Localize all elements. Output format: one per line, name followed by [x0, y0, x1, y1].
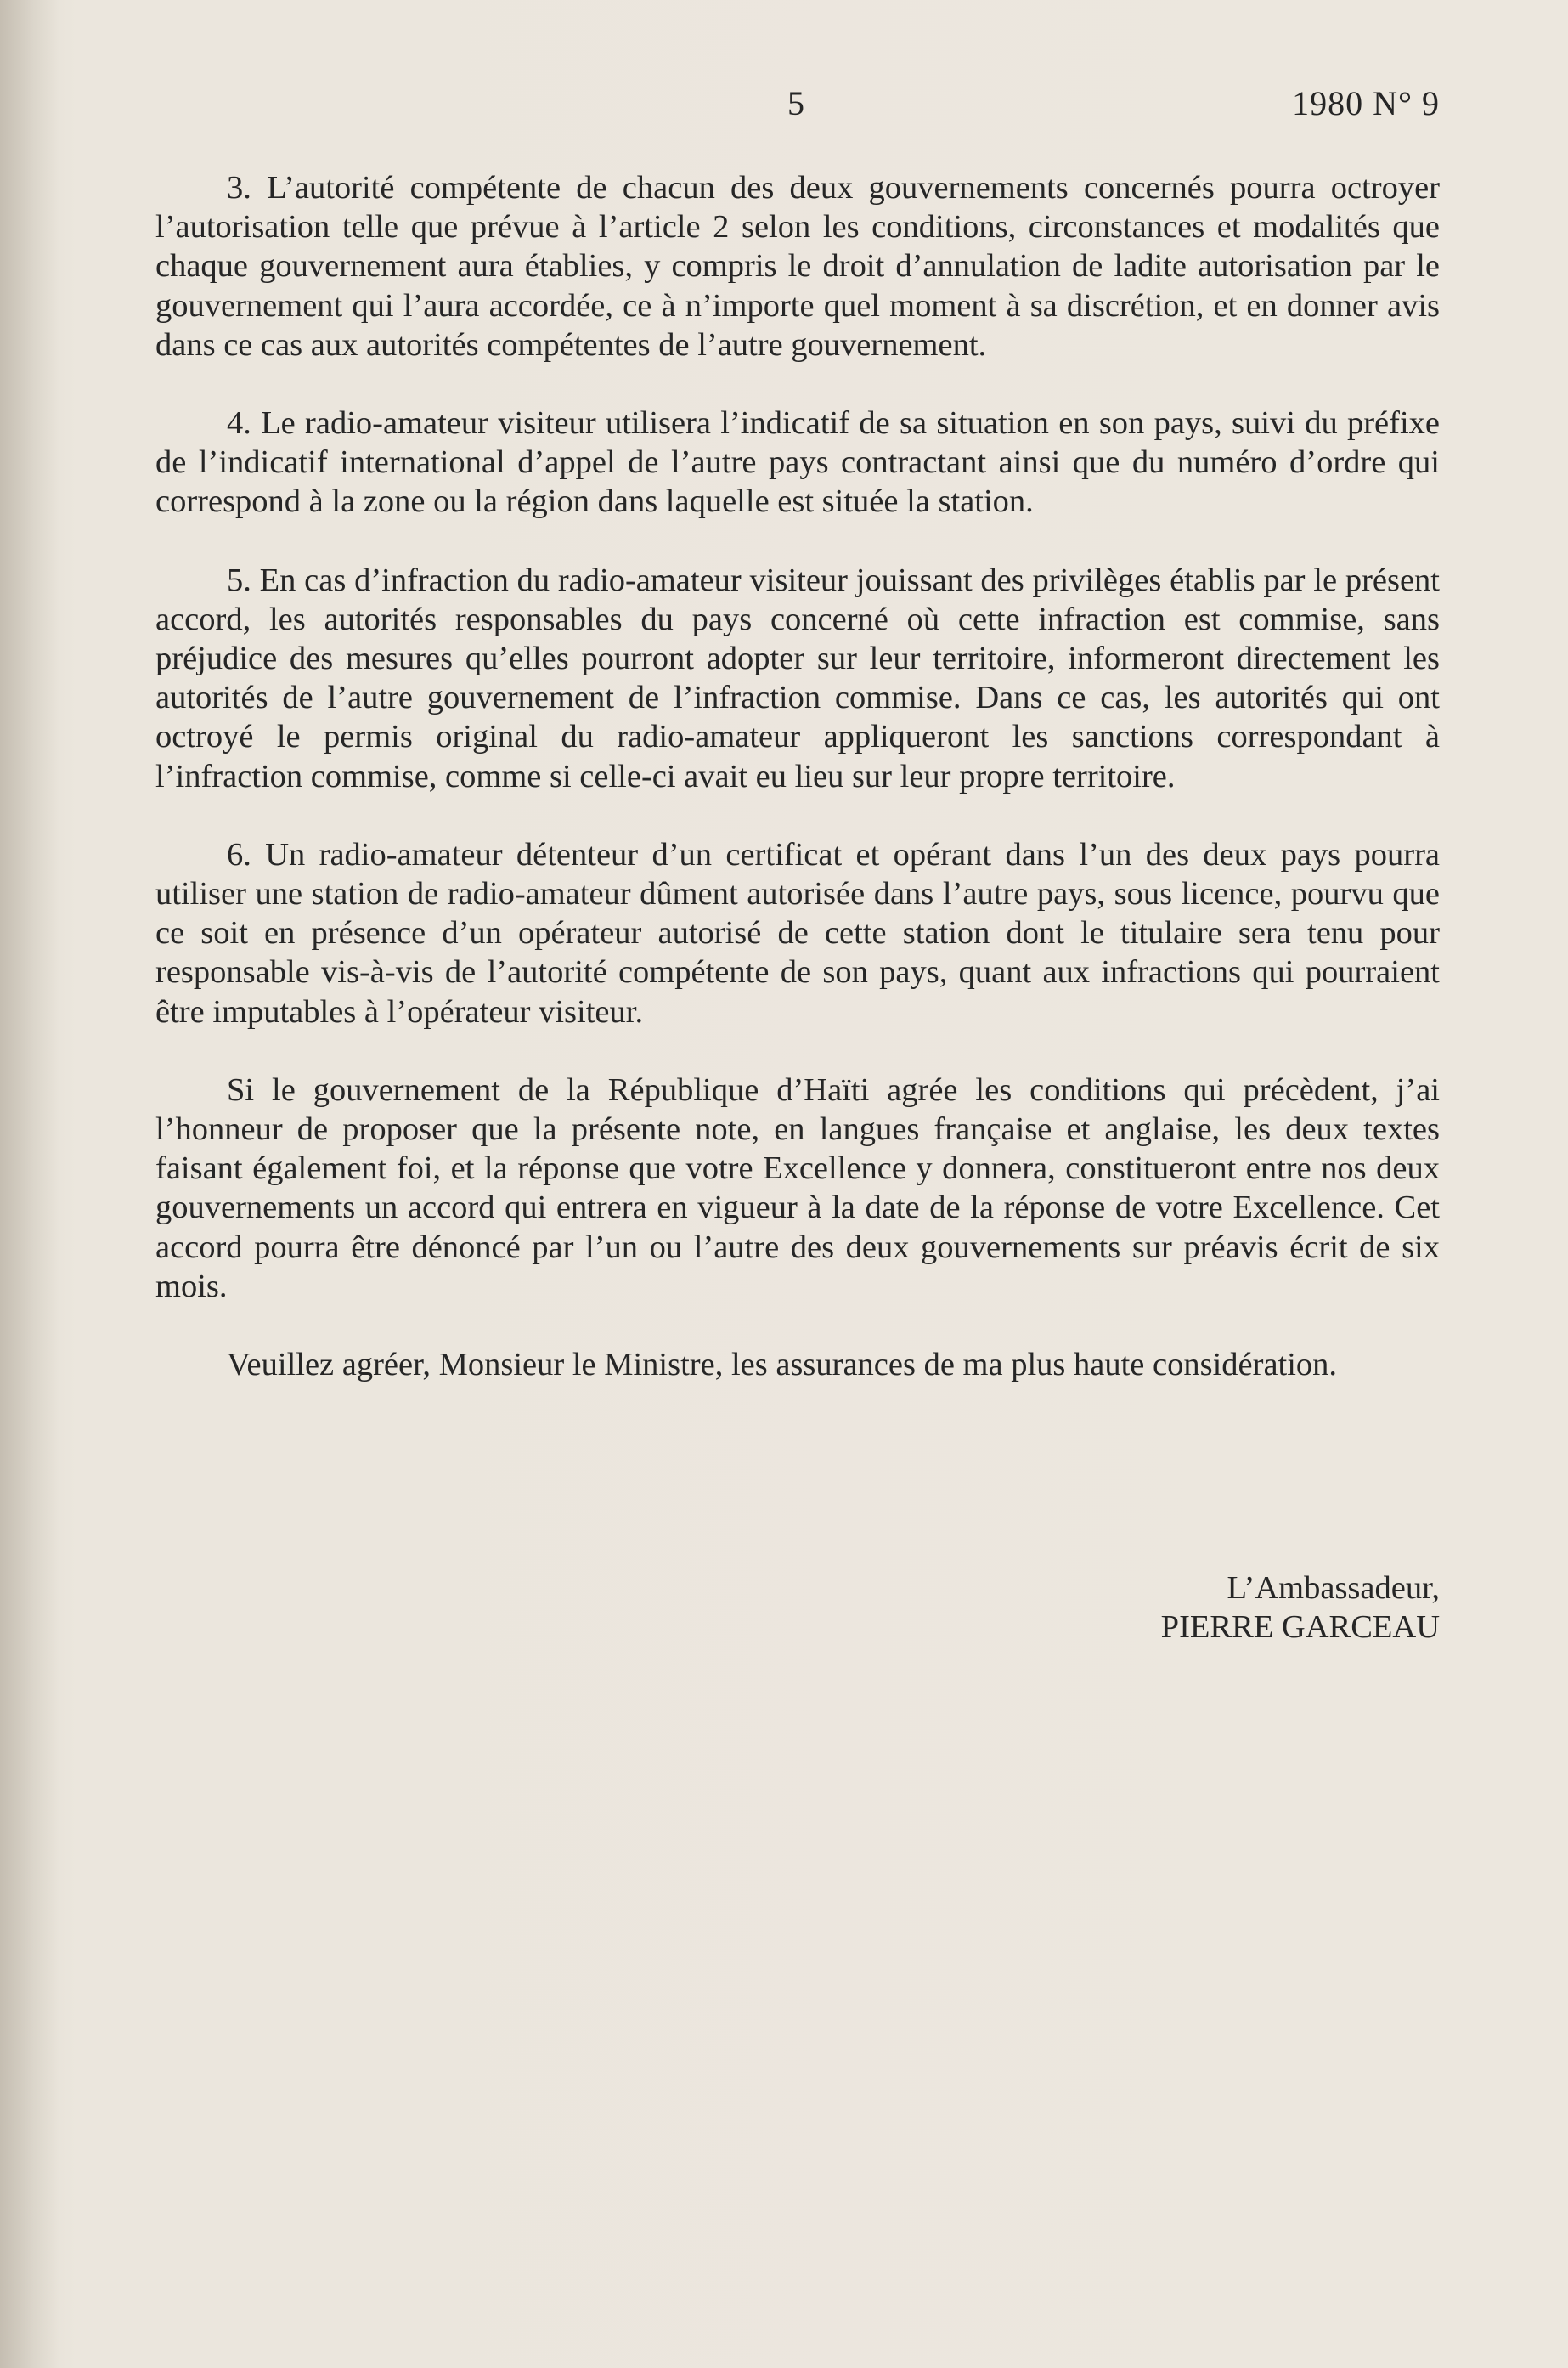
- signature-title: L’Ambassadeur,: [1227, 1570, 1440, 1606]
- paragraph-5: 5. En cas d’infraction du radio-amateur visiteur jouissant des privilèges établis par le présent accord, les autorités responsables du pays concerné où cette infraction est commise, sans préjudice des mesures qu’elles pourront adopter sur leur territoire, informeront directement les autorités de l’autre gouvernement de l’infraction commise. Dans ce cas, les autorités qui ont octroyé le permis original du radio-amateur appliqueront les sanctions correspondant à l’infraction commise, comme si celle-ci avait eu lieu sur leur propre territoire.: [155, 562, 1440, 794]
- document-reference: 1980 N° 9: [1292, 84, 1440, 122]
- document-body: [155, 168, 1440, 1423]
- binding-shadow: [0, 0, 59, 2368]
- paragraph-6: 6. Un radio-amateur détenteur d’un certificat et opérant dans l’un des deux pays pourra utiliser une station de radio-amateur dûment autorisée dans l’autre pays, sous licence, pourvu que ce soit en présence d’un opérateur autorisé de cette station dont le titulaire sera tenu pour responsable vis-à-vis de l’autorité compétente de son pays, quant aux infractions qui pourraient être imputables à l’opérateur visiteur.: [155, 836, 1440, 1030]
- paragraph-proposal: Si le gouvernement de la République d’Haïti agrée les conditions qui précèdent, j’ai l’honneur de proposer que la présente note, en langues française et anglaise, les deux textes faisant également foi, et la réponse que votre Excellence y donnera, constitueront entre nos deux gouvernements un accord qui entrera en vigueur à la date de la réponse de votre Excellence. Cet accord pourra être dénoncé par l’un ou l’autre des deux gouvernements sur préavis écrit de six mois.: [155, 1071, 1440, 1304]
- paragraph-3: 3. L’autorité compétente de chacun des deux gouvernements concernés pourra octroyer l’autorisation telle que prévue à l’article 2 selon les conditions, circonstances et modalités que chaque gouvernement aura établies, y compris le droit d’annulation de ladite autorisation par le gouvernement qui l’aura accordée, ce à n’importe quel moment à sa discrétion, et en donner avis dans ce cas aux autorités compétentes de l’autre gouvernement.: [155, 170, 1440, 363]
- page-header: [155, 78, 1440, 129]
- paragraph-4: 4. Le radio-amateur visiteur utilisera l’indicatif de sa situation en son pays, suivi du préfixe de l’indicatif international d’appel de l’autre pays contractant ainsi que du numéro d’ordre qui correspond à la zone ou la région dans laquelle est située la station.: [155, 405, 1440, 520]
- signature-name: PIERRE GARCEAU: [1160, 1609, 1440, 1646]
- page-number: 5: [787, 84, 804, 122]
- signature-block: [1161, 1568, 1440, 1647]
- paragraph-closing: Veuillez agréer, Monsieur le Ministre, les assurances de ma plus haute considération.: [227, 1347, 1338, 1383]
